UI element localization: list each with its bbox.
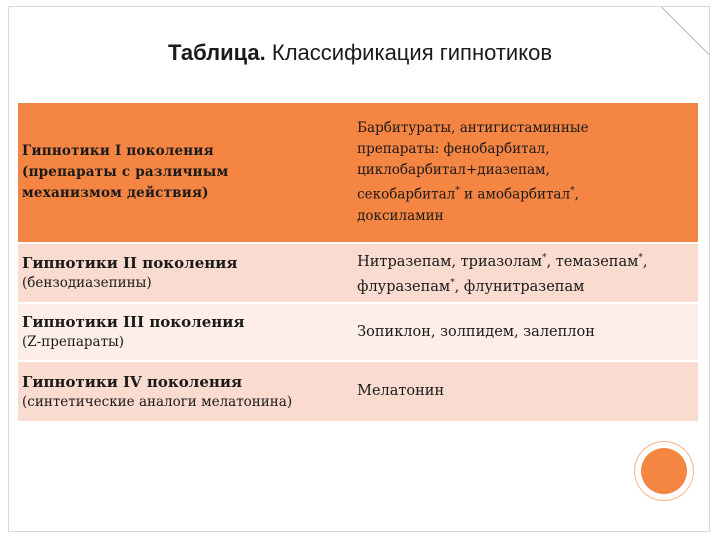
group-name: Гипнотики IV поколения [22, 372, 243, 391]
group-subtitle: (бензодиазепины) [22, 275, 152, 291]
drug-text: флуразепам [357, 278, 451, 295]
group-line: Гипнотики I поколения [22, 143, 214, 159]
group-cell [18, 243, 349, 303]
hypnotics-table [18, 103, 698, 421]
drugs-cell: Мелатонин [349, 361, 698, 421]
drug-text: Барбитураты, антигистаминные [357, 120, 589, 137]
asterisk: * [542, 253, 547, 264]
title-bold: Таблица. [167, 40, 266, 65]
group-line: (препараты с различным [22, 164, 229, 180]
orange-circle-decoration [641, 448, 687, 494]
table-row [18, 361, 698, 421]
asterisk: * [450, 278, 455, 288]
group-subtitle: (синтетические аналоги мелатонина) [22, 393, 293, 410]
drug-text: доксиламин [357, 207, 444, 224]
asterisk: * [638, 253, 643, 264]
title-text: Классификация гипнотиков [265, 40, 553, 65]
drug-text: секобарбитал [357, 186, 456, 203]
drugs-cell [349, 103, 698, 243]
group-cell [18, 361, 349, 421]
drug-text: , [642, 254, 648, 270]
asterisk: * [570, 186, 575, 197]
drugs-cell: Зопиклон, золпидем, залеплон [349, 303, 698, 361]
table-row [18, 103, 698, 243]
asterisk: * [455, 186, 460, 197]
drug-text: препараты: фенобарбитал, [357, 141, 550, 158]
drug-text: , флунитразепам [454, 278, 585, 295]
drug-text: , [574, 186, 579, 203]
group-subtitle: (Z-препараты) [22, 334, 125, 350]
drug-text: Нитразепам, триазолам [357, 254, 543, 270]
group-cell [18, 103, 349, 243]
drug-text: циклобарбитал+диазепам, [357, 162, 550, 179]
group-line: механизмом действия) [22, 185, 209, 201]
slide-title [0, 40, 720, 66]
group-name: Гипнотики III поколения [22, 313, 245, 331]
drugs-cell [349, 243, 698, 303]
table-row [18, 243, 698, 303]
drug-text: и амобарбитал [459, 186, 571, 203]
drug-text: , темазепам [546, 254, 639, 270]
table-row [18, 303, 698, 361]
group-cell [18, 303, 349, 361]
group-name: Гипнотики II поколения [22, 254, 238, 272]
